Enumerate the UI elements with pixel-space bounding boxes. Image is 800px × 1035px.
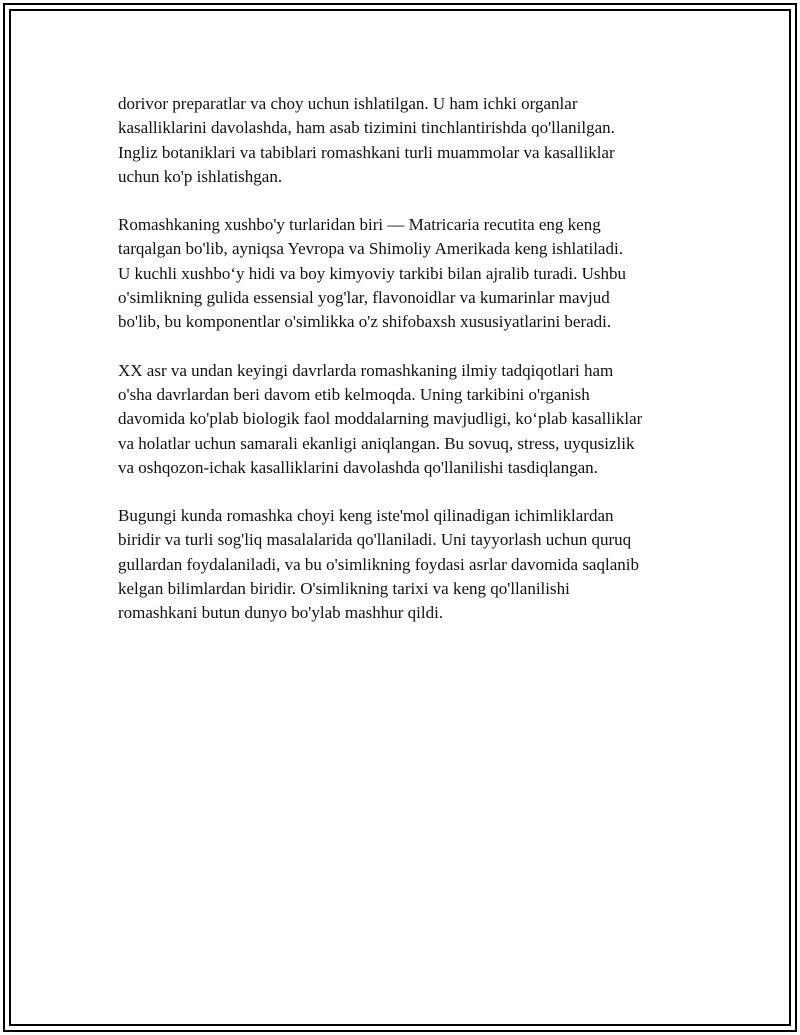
text-line: va holatlar uchun samarali ekanligi aniqlangan. Bu sovuq, stress, uyqusizlik xyxy=(118,433,635,453)
text-line: kelgan bilimlardan biridir. O'simlikning tarixi va keng qo'llanilishi xyxy=(118,579,570,599)
text-line: U kuchli xushbo‘y hidi va boy kimyoviy tarkibi bilan ajralib turadi. Ushbu xyxy=(118,263,627,283)
text-line: va oshqozon-ichak kasalliklarini davolashda qo'llanilishi tasdiqlangan. xyxy=(118,457,598,477)
text-line: romashkani butun dunyo bo'ylab mashhur qildi. xyxy=(118,603,444,623)
document-body xyxy=(118,92,708,650)
text-line: gullardan foydalaniladi, va bu o'simlikning foydasi asrlar davomida saqlanib xyxy=(118,554,639,574)
text-line: kasalliklarini davolashda, ham asab tizimini tinchlantirishda qo'llanilgan. xyxy=(118,118,615,138)
text-line: biridir va turli sog'liq masalalarida qo'llaniladi. Uni tayyorlash uchun quruq xyxy=(118,530,632,550)
text-line: bo'lib, bu komponentlar o'simlikka o'z shifobaxsh xususiyatlarini beradi. xyxy=(118,312,612,332)
text-line: tarqalgan bo'lib, ayniqsa Yevropa va Shimoliy Amerikada keng ishlatiladi. xyxy=(118,239,623,259)
text-line: uchun ko'p ishlatishgan. xyxy=(118,166,283,186)
text-line: Ingliz botaniklari va tabiblari romashkani turli muammolar va kasalliklar xyxy=(118,142,615,162)
paragraph-1 xyxy=(118,92,708,189)
paragraph-2 xyxy=(118,213,708,334)
paragraph-4 xyxy=(118,504,708,625)
text-line: Romashkaning xushbo'y turlaridan biri — Matricaria recutita eng keng xyxy=(118,215,601,235)
text-line: Bugungi kunda romashka choyi keng iste'mol qilinadigan ichimliklardan xyxy=(118,506,614,526)
paragraph-3 xyxy=(118,359,708,480)
text-line: o'simlikning gulida essensial yog'lar, flavonoidlar va kumarinlar mavjud xyxy=(118,288,610,308)
text-line: dorivor preparatlar va choy uchun ishlatilgan. U ham ichki organlar xyxy=(118,94,578,113)
text-line: davomida ko'plab biologik faol moddalarning mavjudligi, ko‘plab kasalliklar xyxy=(118,409,643,429)
text-line: o'sha davrlardan beri davom etib kelmoqda. Uning tarkibini o'rganish xyxy=(118,384,590,404)
text-line: XX asr va undan keyingi davrlarda romashkaning ilmiy tadqiqotlari ham xyxy=(118,360,614,380)
